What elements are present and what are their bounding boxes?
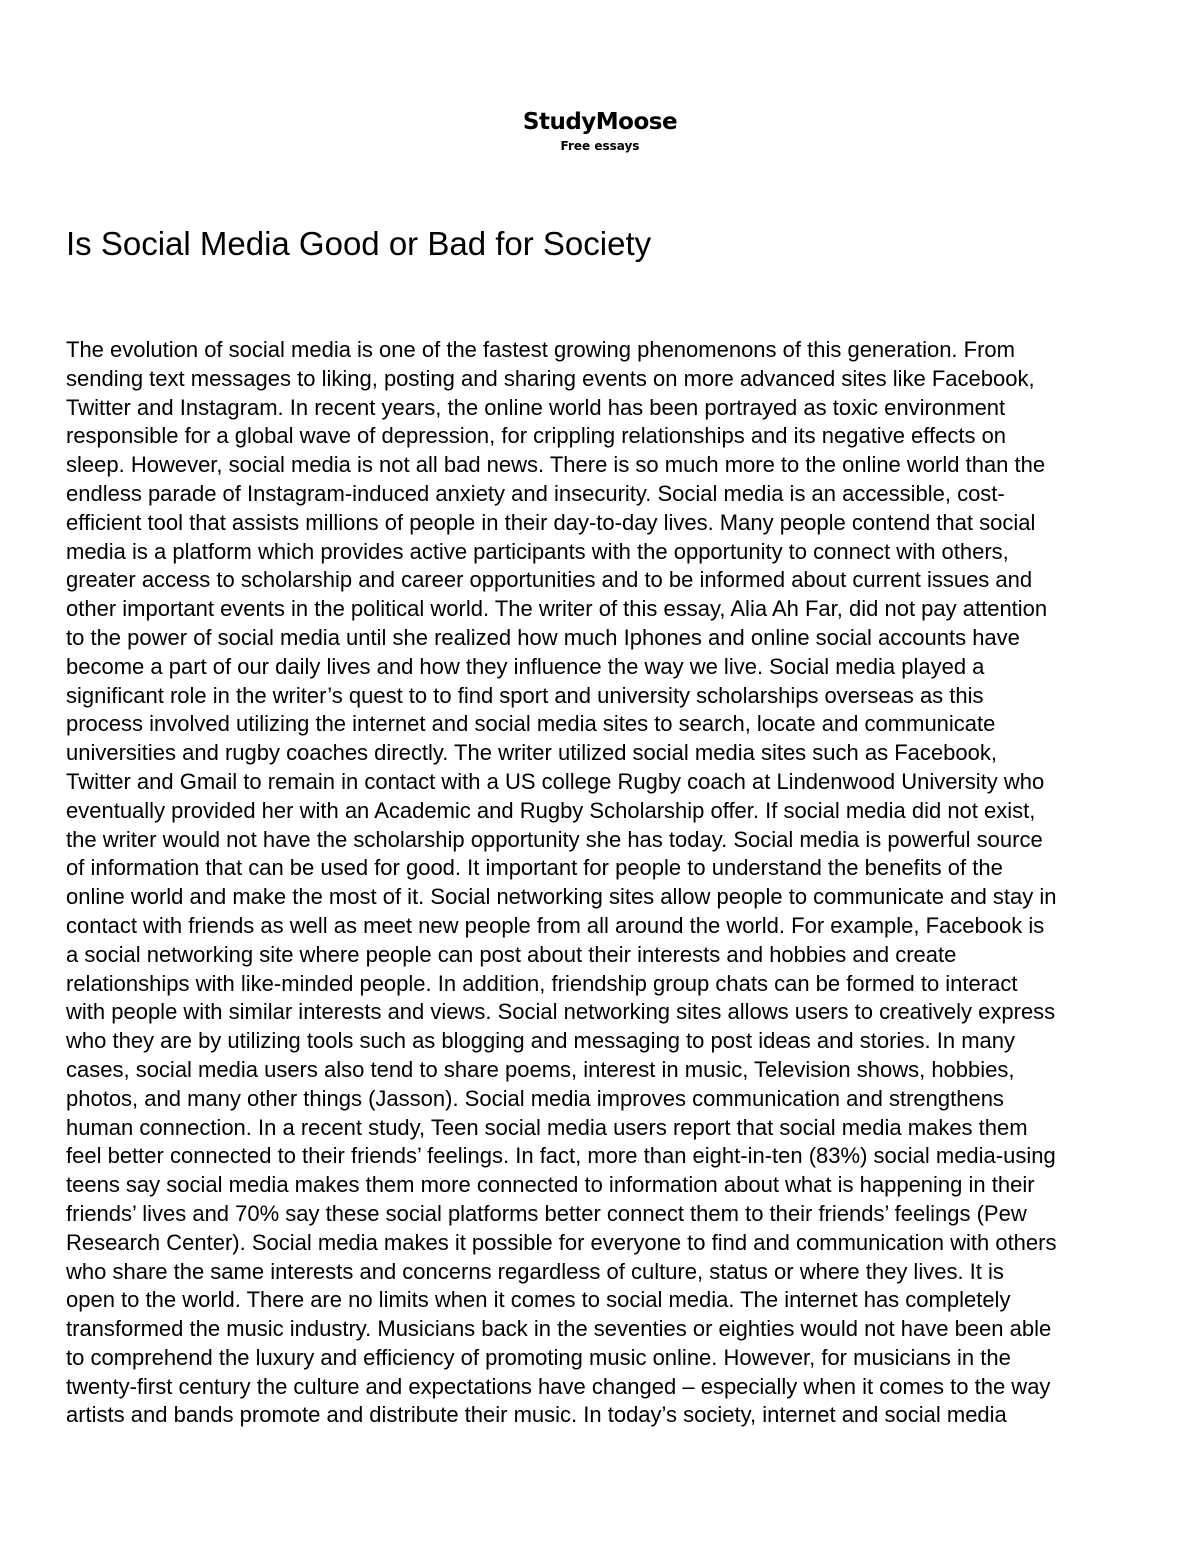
essay-line: online world and make the most of it. Social networking sites allow people to communicate and stay in: [66, 884, 1057, 910]
essay-line: artists and bands promote and distribute their music. In today’s society, internet and social media: [66, 1402, 1007, 1428]
essay-line: greater access to scholarship and career opportunities and to be informed about current issues and: [66, 567, 1033, 593]
essay-line: contact with friends as well as meet new people from all around the world. For example, Facebook is: [66, 912, 1045, 938]
essay-line: to the power of social media until she realized how much Iphones and online social accounts have: [66, 624, 1020, 650]
essay-body: [66, 336, 1146, 1430]
essay-line: Twitter and Instagram. In recent years, the online world has been portrayed as toxic environment: [66, 394, 1006, 420]
essay-line: who share the same interests and concerns regardless of culture, status or where they lives. It is: [66, 1258, 1004, 1284]
essay-line: media is a platform which provides active participants with the opportunity to connect with others,: [66, 538, 1009, 564]
essay-line: sending text messages to liking, posting and sharing events on more advanced sites like Facebook,: [66, 365, 1035, 391]
essay-line: who they are by utilizing tools such as blogging and messaging to post ideas and stories. In many: [66, 1028, 1015, 1054]
essay-line: other important events in the political world. The writer of this essay, Alia Ah Far, did not pay attention: [66, 596, 1048, 622]
essay-line: responsible for a global wave of depression, for crippling relationships and its negative effects on: [66, 423, 1007, 449]
essay-line: relationships with like-minded people. In addition, friendship group chats can be formed to interact: [66, 970, 1018, 996]
essay-line: feel better connected to their friends’ feelings. In fact, more than eight-in-ten (83%) social media-using: [66, 1143, 1056, 1169]
essay-line: Twitter and Gmail to remain in contact with a US college Rugby coach at Lindenwood University who: [66, 768, 1045, 794]
essay-line: friends’ lives and 70% say these social platforms better connect them to their friends’ feelings (Pew: [66, 1200, 1027, 1226]
essay-line: photos, and many other things (Jasson). Social media improves communication and strengthens: [66, 1085, 1004, 1111]
essay-line: process involved utilizing the internet and social media sites to search, locate and communicate: [66, 711, 996, 737]
essay-line: open to the world. There are no limits when it comes to social media. The internet has completely: [66, 1287, 1011, 1313]
essay-line: Research Center). Social media makes it possible for everyone to find and communication with others: [66, 1229, 1057, 1255]
essay-line: transformed the music industry. Musicians back in the seventies or eighties would not have been able: [66, 1316, 1052, 1342]
brand-logo-text: StudyMoose: [522, 109, 678, 135]
essay-line: of information that can be used for good. It important for people to understand the benefits of the: [66, 855, 1003, 881]
essay-line: the writer would not have the scholarship opportunity she has today. Social media is powerful source: [66, 826, 1043, 852]
essay-line: universities and rugby coaches directly. The writer utilized social media sites such as Facebook,: [66, 740, 997, 766]
essay-line: endless parade of Instagram-induced anxiety and insecurity. Social media is an accessible, cost-: [66, 480, 1005, 506]
essay-line: The evolution of social media is one of the fastest growing phenomenons of this generation. From: [66, 337, 1015, 362]
essay-line: to comprehend the luxury and efficiency of promoting music online. However, for musicians in the: [66, 1344, 1011, 1370]
essay-line: significant role in the writer’s quest to to find sport and university scholarships overseas as this: [66, 682, 984, 708]
essay-line: human connection. In a recent study, Teen social media users report that social media makes them: [66, 1114, 1028, 1140]
essay-line: teens say social media makes them more connected to information about what is happening in their: [66, 1172, 1035, 1198]
essay-line: efficient tool that assists millions of people in their day-to-day lives. Many people contend that social: [66, 509, 1036, 535]
essay-line: eventually provided her with an Academic and Rugby Scholarship offer. If social media did not exist,: [66, 797, 1036, 823]
essay-line: cases, social media users also tend to share poems, interest in music, Television shows, hobbies,: [66, 1056, 1015, 1082]
essay-line: sleep. However, social media is not all bad news. There is so much more to the online world than the: [66, 452, 1046, 478]
essay-line: twenty-first century the culture and expectations have changed – especially when it comes to the way: [66, 1373, 1051, 1399]
essay-title: Is Social Media Good or Bad for Society: [66, 225, 652, 262]
essay-line: with people with similar interests and views. Social networking sites allows users to creatively express: [66, 999, 1056, 1025]
essay-line: a social networking site where people can post about their interests and hobbies and create: [66, 941, 957, 967]
essay-line: become a part of our daily lives and how they influence the way we live. Social media played a: [66, 653, 985, 679]
brand-tagline: Free essays: [560, 139, 640, 153]
